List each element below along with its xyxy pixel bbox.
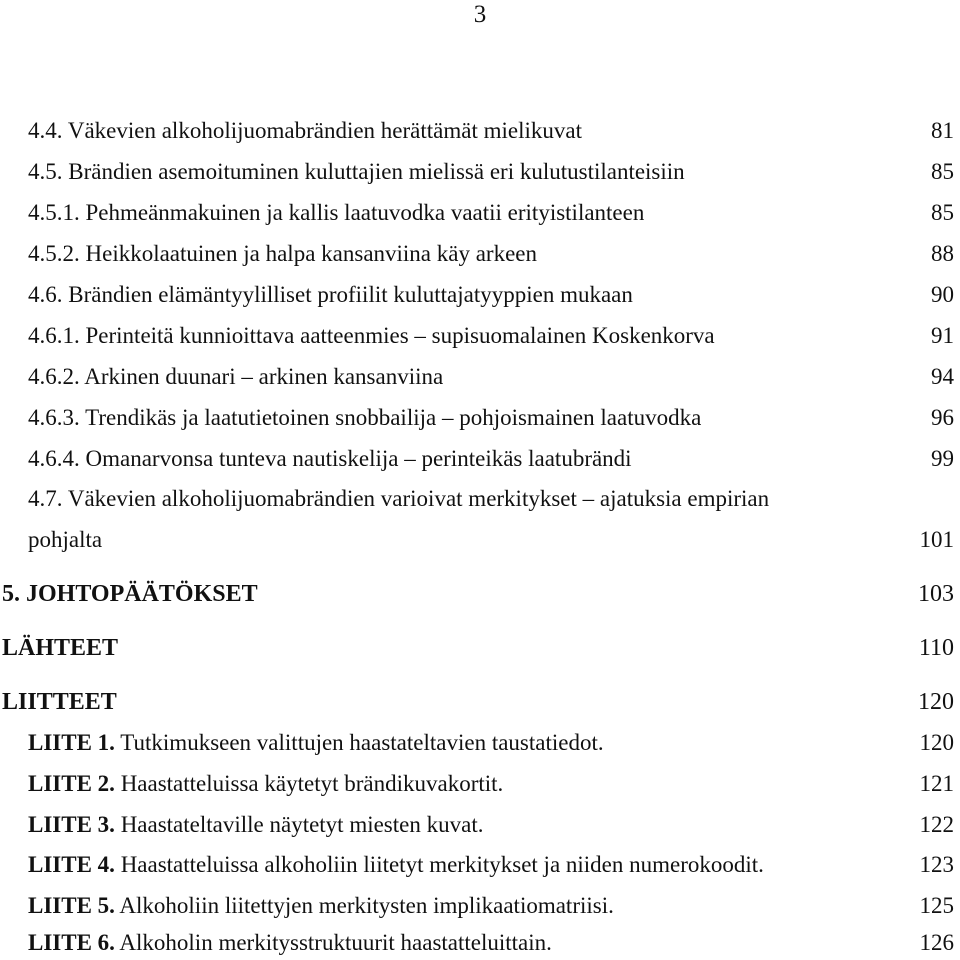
toc-entry-title: Väkevien alkoholijuomabrändien herättämät mielikuvat bbox=[67, 118, 582, 143]
toc-entry-page: 88 bbox=[931, 241, 954, 266]
toc-entry[interactable] bbox=[0, 321, 960, 351]
toc-entry-page: 85 bbox=[931, 159, 954, 184]
appendix-title: Haastatteluissa alkoholiin liitetyt merkitykset ja niiden numerokoodit. bbox=[120, 852, 764, 877]
toc-entry[interactable] bbox=[0, 525, 960, 555]
toc-entry-title: pohjalta bbox=[28, 527, 103, 552]
toc-entry-page: 94 bbox=[931, 364, 954, 389]
appendix-title: Alkoholiin liitettyjen merkitysten implikaatiomatriisi. bbox=[119, 893, 614, 918]
toc-entry[interactable] bbox=[0, 444, 960, 474]
toc-appendix[interactable] bbox=[0, 928, 960, 958]
toc-chapter-page: 110 bbox=[918, 635, 954, 661]
toc-entry[interactable] bbox=[0, 484, 960, 514]
toc-entry-title: Brändien asemoituminen kuluttajien mielissä eri kulutustilanteisiin bbox=[68, 159, 685, 184]
toc-entry-page: 101 bbox=[919, 527, 954, 552]
toc-entry-title: Heikkolaatuinen ja halpa kansanviina käy arkeen bbox=[85, 241, 538, 266]
toc-entry-page: 91 bbox=[931, 323, 954, 348]
toc-appendix[interactable] bbox=[0, 850, 960, 880]
toc-chapter-title: 5. JOHTOPÄÄTÖKSET bbox=[2, 581, 258, 607]
toc-entry[interactable] bbox=[0, 280, 960, 310]
appendix-page: 125 bbox=[919, 893, 954, 918]
appendix-title: Tutkimukseen valittujen haastateltavien taustatiedot. bbox=[120, 730, 604, 755]
toc-entry-title: Perinteitä kunnioittava aatteenmies – supisuomalainen Koskenkorva bbox=[85, 323, 715, 348]
toc-entry-page: 96 bbox=[931, 405, 954, 430]
appendix-label: LIITE 2. bbox=[28, 771, 115, 796]
appendix-title: Alkoholin merkitysstruktuurit haastatteluittain. bbox=[119, 930, 552, 955]
toc-entry-number: 4.6.1. bbox=[28, 323, 80, 348]
appendix-label: LIITE 6. bbox=[28, 930, 115, 955]
toc-entry-number: 4.5. bbox=[28, 159, 63, 184]
toc-entry-number: 4.6.2. bbox=[28, 364, 80, 389]
appendix-page: 123 bbox=[919, 852, 954, 877]
appendix-label: LIITE 5. bbox=[28, 893, 115, 918]
toc-entry[interactable] bbox=[0, 116, 960, 146]
toc-entry-title: Brändien elämäntyylilliset profiilit kuluttajatyyppien mukaan bbox=[68, 282, 633, 307]
toc-entry[interactable] bbox=[0, 403, 960, 433]
toc-chapter-title: LIITTEET bbox=[2, 689, 117, 715]
toc-entry-number: 4.6.3. bbox=[28, 405, 80, 430]
toc-entry[interactable] bbox=[0, 157, 960, 187]
toc-entry-page: 99 bbox=[931, 446, 954, 471]
toc-entry[interactable] bbox=[0, 362, 960, 392]
toc-chapter-page: 120 bbox=[918, 689, 954, 715]
toc-entry-title: Trendikäs ja laatutietoinen snobbailija – pohjoismainen laatuvodka bbox=[85, 405, 702, 430]
toc-appendix[interactable] bbox=[0, 810, 960, 840]
appendix-label: LIITE 3. bbox=[28, 812, 115, 837]
toc-entry[interactable] bbox=[0, 198, 960, 228]
toc-appendix[interactable] bbox=[0, 891, 960, 921]
toc-entry-title: Arkinen duunari – arkinen kansanviina bbox=[84, 364, 444, 389]
toc-chapter-title: LÄHTEET bbox=[2, 635, 119, 661]
toc-chapter-page: 103 bbox=[918, 581, 954, 607]
page-number: 3 bbox=[473, 1, 487, 28]
toc-entry-number: 4.6.4. bbox=[28, 446, 80, 471]
toc-entry-number: 4.5.1. bbox=[28, 200, 80, 225]
toc-entry-number: 4.5.2. bbox=[28, 241, 80, 266]
toc-entry-page: 90 bbox=[931, 282, 954, 307]
toc-entry-number: 4.7. bbox=[28, 486, 63, 511]
appendix-label: LIITE 4. bbox=[28, 852, 115, 877]
appendix-page: 122 bbox=[919, 812, 954, 837]
toc-entry-title: Omanarvonsa tunteva nautiskelija – perinteikäs laatubrändi bbox=[85, 446, 632, 471]
appendix-page: 120 bbox=[919, 730, 954, 755]
toc-entry-number: 4.6. bbox=[28, 282, 63, 307]
toc-chapter[interactable] bbox=[0, 579, 960, 609]
appendix-title: Haastateltaville näytetyt miesten kuvat. bbox=[120, 812, 484, 837]
toc-chapter[interactable] bbox=[0, 633, 960, 663]
toc-entry[interactable] bbox=[0, 239, 960, 269]
toc-chapter[interactable] bbox=[0, 687, 960, 717]
toc-entry-title: Pehmeänmakuinen ja kallis laatuvodka vaatii erityistilanteen bbox=[85, 200, 645, 225]
toc-entry-page: 81 bbox=[931, 118, 954, 143]
appendix-page: 126 bbox=[919, 930, 954, 955]
appendix-label: LIITE 1. bbox=[28, 730, 115, 755]
toc-entry-number: 4.4. bbox=[28, 118, 63, 143]
appendix-title: Haastatteluissa käytetyt brändikuvakortit. bbox=[120, 771, 504, 796]
toc-entry-title: Väkevien alkoholijuomabrändien varioivat merkitykset – ajatuksia empirian bbox=[67, 486, 770, 511]
toc-appendix[interactable] bbox=[0, 769, 960, 799]
toc-entry-page: 85 bbox=[931, 200, 954, 225]
appendix-page: 121 bbox=[919, 771, 954, 796]
toc-appendix[interactable] bbox=[0, 728, 960, 758]
